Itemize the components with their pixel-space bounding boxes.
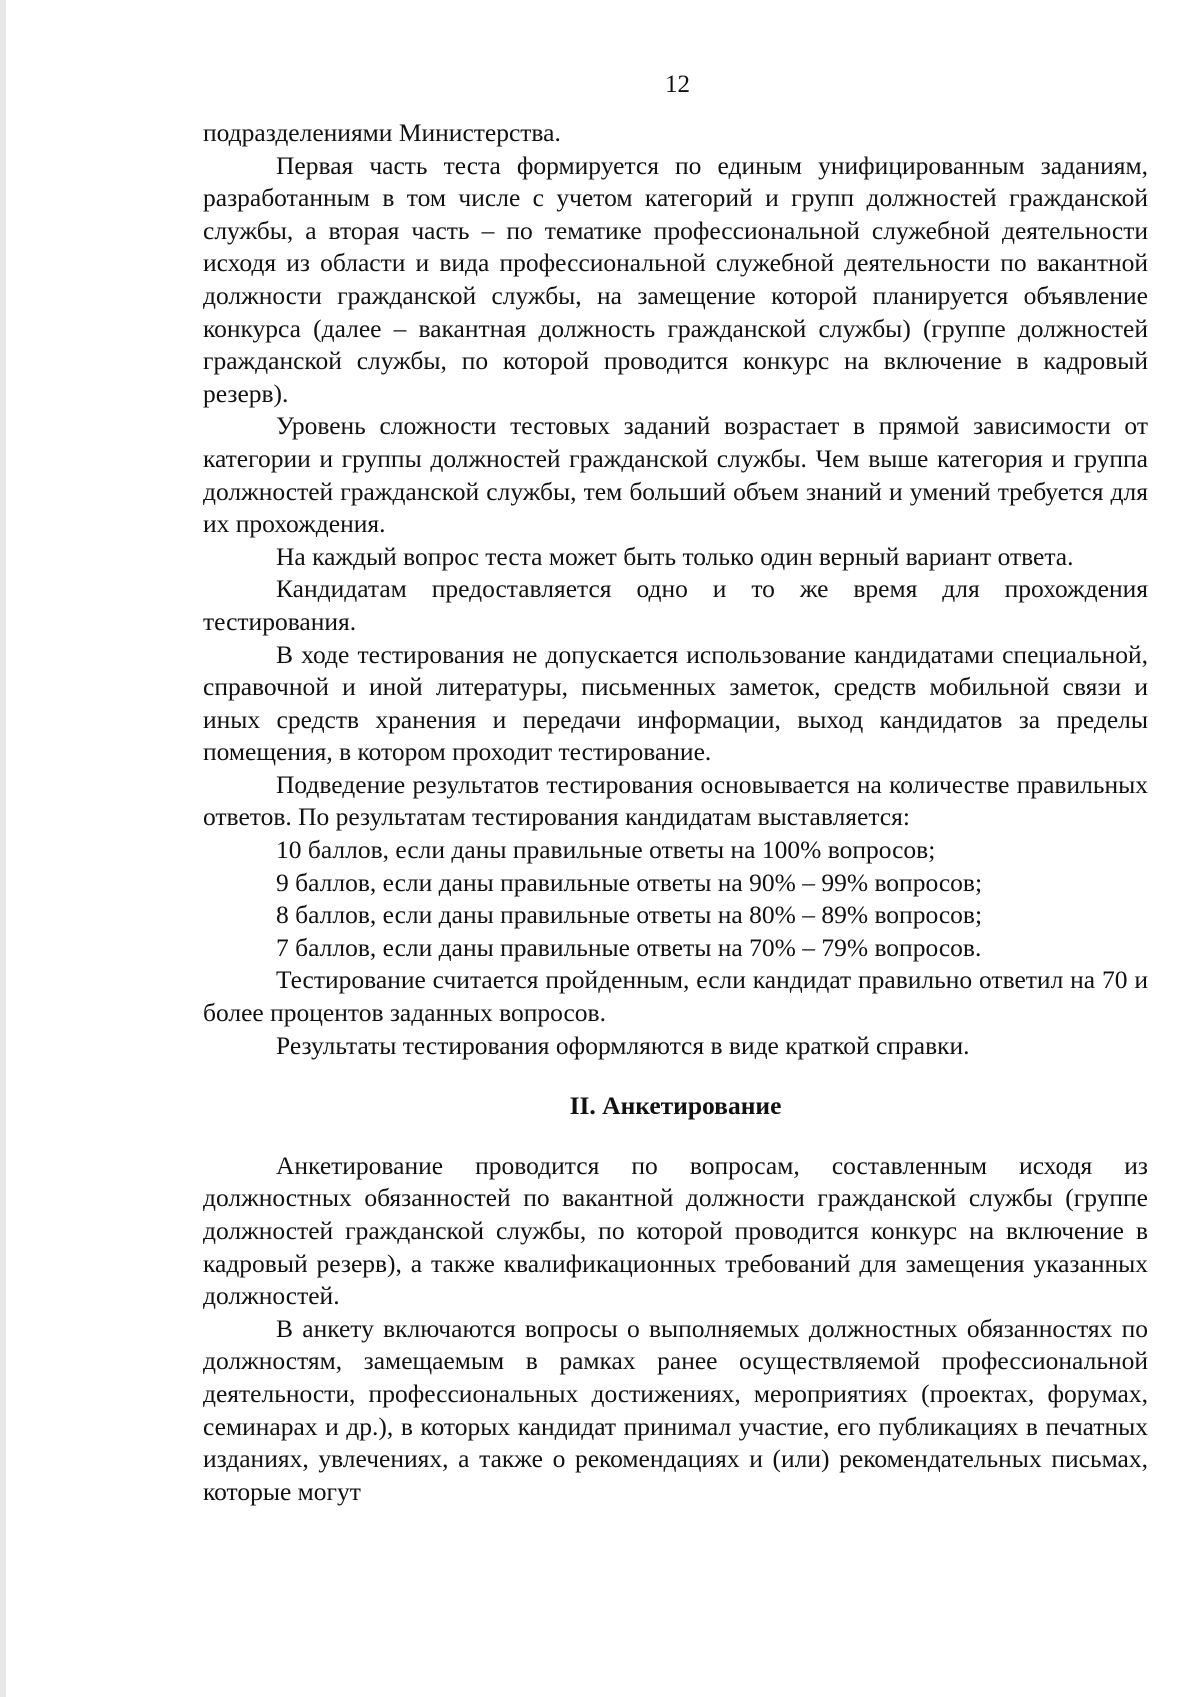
scan-edge xyxy=(0,0,6,1697)
paragraph-test-structure: Первая часть теста формируется по единым унифицированным заданиям, разработанным в том числе с учетом категорий и групп должностей гражданской службы, а вторая часть – по тематике профессиональной служебной деятельности исходя из области и вида профессиональной служебной деятельности по вакантной должности гражданской службы, на замещение которой планируется объявление конкурса (далее – вакантная должность гражданской службы) (группе должностей гражданской службы, по которой проводится конкурс на включение в кадровый резерв). xyxy=(203,150,1148,408)
paragraph-restrictions: В ходе тестирования не допускается использование кандидатами специальной, справочной и иной литературы, письменных заметок, средств мобильной связи и иных средств хранения и передачи информации, выход кандидатов за пределы помещения, в котором проходит тестирование. xyxy=(203,639,1148,767)
section-heading: II. Анкетирование xyxy=(569,1091,782,1121)
score-item-7: 7 баллов, если даны правильные ответы на 70% – 79% вопросов. xyxy=(276,932,982,962)
paragraph-difficulty: Уровень сложности тестовых заданий возрастает в прямой зависимости от категории и группы должностей гражданской службы. Чем выше категория и группа должностей гражданской службы, тем больший объем знаний и умений требуется для их прохождения. xyxy=(203,411,1148,539)
document-body xyxy=(203,117,1148,1508)
paragraph-results-format: Результаты тестирования оформляются в виде краткой справки. xyxy=(276,1030,970,1060)
paragraph-survey-contents: В анкету включаются вопросы о выполняемых должностных обязанностях по должностям, замещаемым в рамках ранее осуществляемой профессиональной деятельности, профессиональных достижениях, мероприятиях (проектах, форумах, семинарах и др.), в которых кандидат принимал участие, его публикациях в печатных изданиях, увлечениях, а также о рекомендациях и (или) рекомендательных письмах, которые могут xyxy=(203,1313,1148,1506)
score-item-10: 10 баллов, если даны правильные ответы на 100% вопросов; xyxy=(276,835,936,865)
paragraph-pass-threshold: Тестирование считается пройденным, если кандидат правильно ответил на 70 и более процентов заданных вопросов. xyxy=(203,965,1148,1028)
paragraph-single-answer: На каждый вопрос теста может быть только один верный вариант ответа. xyxy=(276,541,1074,571)
score-item-8: 8 баллов, если даны правильные ответы на 80% – 89% вопросов; xyxy=(276,900,983,930)
paragraph-survey-basis: Анкетирование проводится по вопросам, составленным исходя из должностных обязанностей по вакантной должности гражданской службы (группе должностей гражданской службы, по которой проводится конкурс на включение в кадровый резерв), а также квалификационных требований для замещения указанных должностей. xyxy=(203,1150,1148,1311)
page-number: 12 xyxy=(665,71,690,98)
paragraph-results-basis: Подведение результатов тестирования основывается на количестве правильных ответов. По результатам тестирования кандидатам выставляется: xyxy=(203,769,1148,832)
score-item-9: 9 баллов, если даны правильные ответы на 90% – 99% вопросов; xyxy=(276,867,983,897)
paragraph-continuation: подразделениями Министерства. xyxy=(203,118,561,147)
paragraph-equal-time: Кандидатам предоставляется одно и то же время для прохождения тестирования. xyxy=(203,574,1148,636)
